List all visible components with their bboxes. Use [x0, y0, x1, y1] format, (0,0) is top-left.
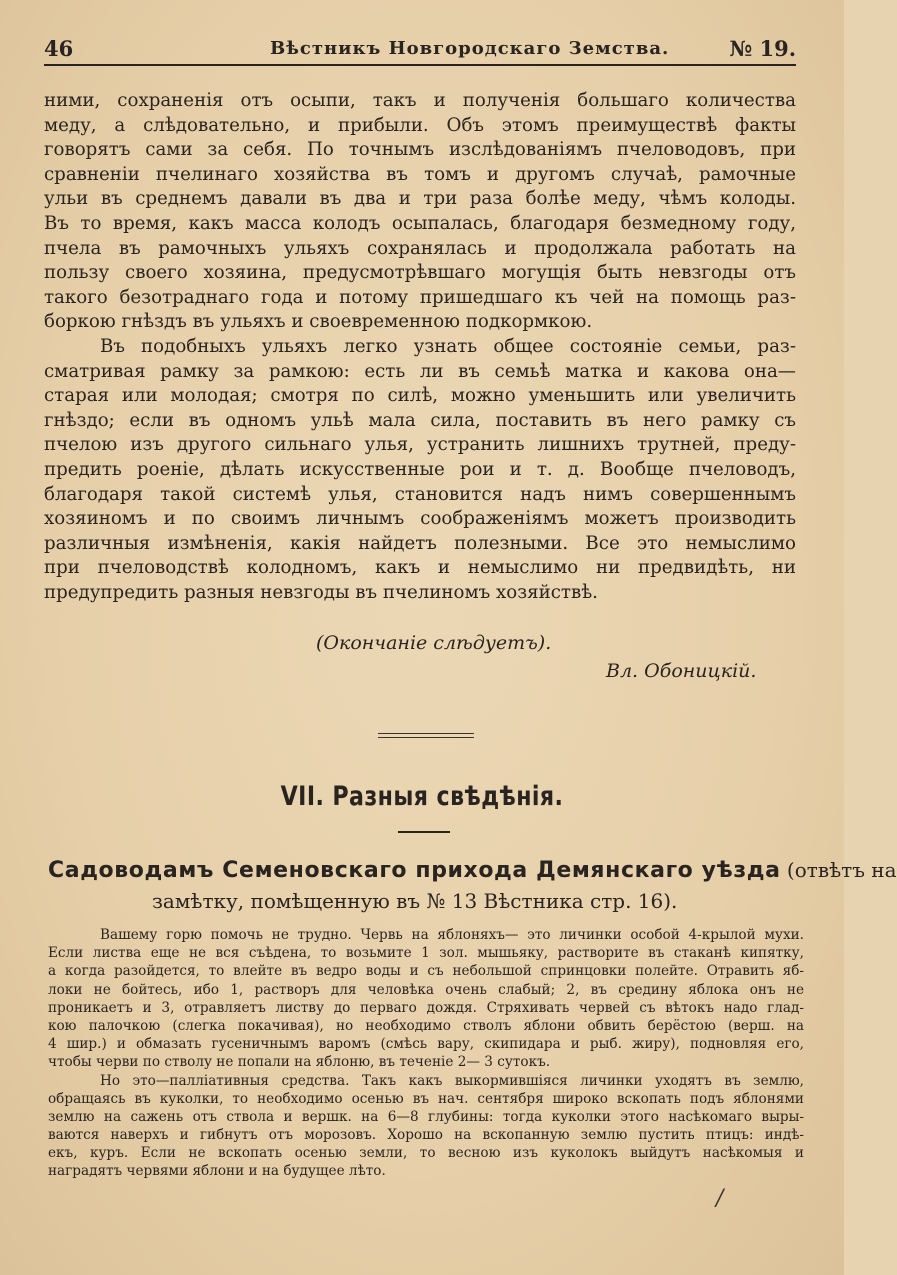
- article-title: [48, 855, 897, 917]
- reply-text-line: екъ, куръ. Если не вскопать осенью земли, то весною изъ куколокъ выйдутъ насѣкомыя и: [48, 1145, 804, 1162]
- page-number: 46: [44, 36, 74, 61]
- article-body: [44, 89, 796, 605]
- body-text-line: Въ подобныхъ ульяхъ легко узнать общее состояніе семьи, раз-: [100, 335, 796, 357]
- body-text-line: пчелою изъ другого сильнаго улья, устранить лишнихъ трутней, преду-: [44, 434, 796, 456]
- stray-mark: /: [716, 1186, 724, 1211]
- author-signature: Вл. Обоницкій.: [606, 660, 757, 682]
- reply-text-line: Но это—паллiативныя средства. Такъ какъ выкормившiяся личинки уходятъ въ землю,: [100, 1072, 804, 1089]
- body-text-line: говорятъ сами за себя. По точнымъ изслѣдованіямъ пчеловодовъ, при: [44, 139, 796, 161]
- reply-text-line: обращаясь въ куколки, то необходимо осенью въ нач. сентября широко вскопать подъ яблонями: [48, 1090, 804, 1107]
- body-text-line: ульи въ среднемъ давали въ два и три раза болѣе меду, чѣмъ колоды.: [44, 188, 796, 210]
- body-text-line: сматривая рамку за рамкою: есть ли въ семьѣ матка и какова она—: [44, 360, 796, 382]
- issue-number: № 19.: [729, 36, 796, 61]
- reply-text-line: проникаетъ и 3, отравляетъ листву до перваго дождя. Стряхивать червей съ вѣтокъ надо глад-: [48, 999, 804, 1016]
- reply-text-line: ваются наверхъ и гибнутъ отъ морозовъ. Хорошо на вскопанную землю пустить птицъ: индѣ-: [48, 1127, 804, 1144]
- body-text-line: хозяиномъ и по своимъ личнымъ соображеніямъ можетъ производить: [44, 508, 796, 530]
- body-text-line: пчела въ рамочныхъ ульяхъ сохранялась и продолжала работать на: [44, 237, 796, 259]
- body-text-line: предупредить разныя невзгоды въ пчелиномъ хозяйствѣ.: [44, 581, 598, 603]
- journal-title: Вѣстникъ Новгородскаго Земства.: [270, 38, 670, 59]
- reply-text-line: а когда разойдется, то влейте въ ведро воды и съ небольшой спринцовки полейте. Отравить яб-: [48, 963, 804, 980]
- reply-text-line: землю на сажень отъ ствола и вершк. на 6—8 глубины: тогда куколки этого насѣкомаго выры-: [48, 1108, 804, 1125]
- body-text-line: различныя измѣненія, какія найдетъ полезными. Все это немыслимо: [44, 532, 796, 554]
- body-text-line: предить роеніе, дѣлать искусственные рои и т. д. Вообще пчеловодъ,: [44, 458, 796, 480]
- article-title-line-2: замѣтку, помѣщенную въ № 13 Вѣстника стр. 16).: [152, 889, 678, 913]
- article-title-line-1: [48, 855, 897, 886]
- article-title-rest-1: (отвѣтъ на: [780, 858, 897, 882]
- reply-text-line: чтобы черви по стволу не попали на яблоню, въ теченіе 2— 3 сутокъ.: [48, 1054, 551, 1071]
- body-text-line: сравненіи пчелинаго хозяйства въ томъ и другомъ случаѣ, рамочные: [44, 163, 796, 185]
- reply-text: [48, 926, 804, 1181]
- body-text-line: старая или молодая; смотря по силѣ, можно уменьшить или увеличить: [44, 385, 796, 407]
- reply-text-line: Вашему горю помочь не трудно. Червь на яблоняхъ— это личинки особой 4-крылой мухи.: [100, 927, 804, 943]
- running-header: [44, 34, 796, 64]
- heading-rule: [398, 831, 450, 833]
- body-text-line: меду, а слѣдовательно, и прибыли. Объ этомъ преимуществѣ факты: [44, 114, 796, 136]
- header-rule: [44, 64, 796, 66]
- body-text-line: боркою гнѣздъ въ ульяхъ и своевременною подкормкою.: [44, 311, 593, 333]
- body-text-line: Въ то время, какъ масса колодъ осыпалась, благодаря безмедному году,: [44, 212, 796, 234]
- body-text-line: такого безотраднаго года и потому пришедшаго къ чей на помощь раз-: [44, 286, 796, 308]
- reply-text-line: Если листва еще не вся съѣдена, то возьмите 1 зол. мышьяку, растворите въ стаканѣ кипятку,: [48, 945, 804, 962]
- body-text-line: ними, сохраненія отъ осыпи, такъ и полученія большаго количества: [44, 90, 796, 111]
- body-text-line: гнѣздо; если въ одномъ ульѣ мала сила, поставить въ него рамку съ: [44, 409, 796, 431]
- body-text-line: при пчеловодствѣ колодномъ, какъ и немыслимо ни предвидѣть, ни: [44, 557, 796, 579]
- section-divider: [378, 733, 474, 738]
- reply-text-line: локи не бойтесь, ибо 1, растворъ для человѣка очень слабый; 2, въ средину яблока онъ не: [48, 981, 804, 998]
- section-heading: VII. Разныя свѣдѣнія.: [280, 781, 564, 812]
- body-text-line: благодаря такой системѣ улья, становится надъ нимъ совершеннымъ: [44, 483, 796, 505]
- continuation-note: (Окончаніе слѣдуетъ).: [316, 632, 552, 654]
- reply-text-line: кою палочкою (слегка покачивая), но необходимо стволъ яблони обвить берёстою (верш. на: [48, 1017, 804, 1034]
- body-text-line: пользу своего хозяина, предусмотрѣвшаго могущія быть невзгоды отъ: [44, 262, 796, 284]
- reply-text-line: 4 шир.) и обмазать гусеничнымъ варомъ (смѣсь вару, скипидара и рыб. жиру), подновляя его,: [48, 1036, 804, 1053]
- article-title-bold: Садоводамъ Семеновскаго прихода Демянскаго уѣзда: [48, 858, 781, 883]
- reply-text-line: наградятъ червями яблони и на будущее лѣто.: [48, 1163, 386, 1180]
